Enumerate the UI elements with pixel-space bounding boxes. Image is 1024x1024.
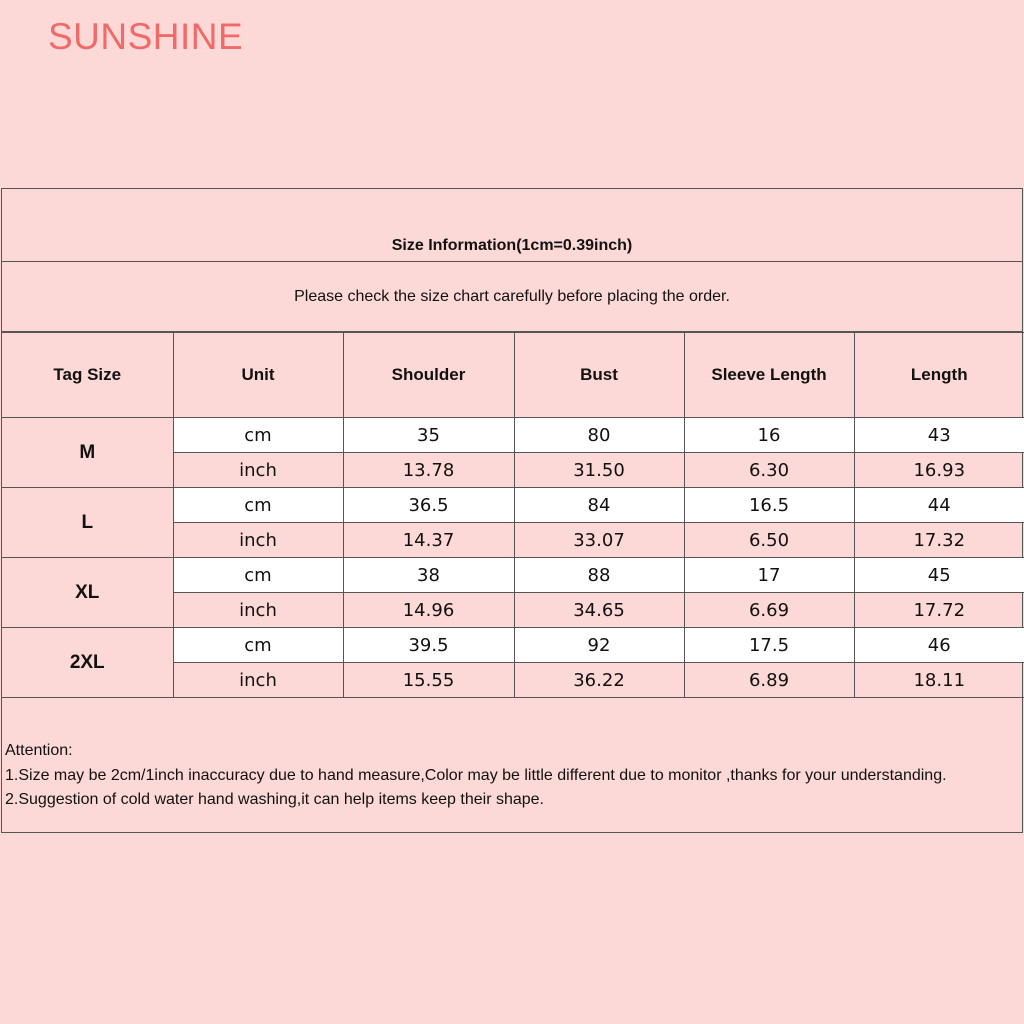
bust-cell: 88 (514, 558, 684, 593)
attention-note-1: 1.Size may be 2cm/1inch inaccuracy due to hand measure,Color may be little different due to monitor ,thanks for your understanding. (5, 766, 947, 784)
unit-cell: cm (173, 488, 343, 523)
shoulder-cell: 14.37 (343, 523, 514, 558)
size-table (2, 332, 1024, 698)
unit-cell: inch (173, 663, 343, 698)
length-cell: 43 (854, 418, 1024, 453)
shoulder-cell: 13.78 (343, 453, 514, 488)
attention-notes (5, 739, 1015, 813)
tag-size-cell: L (2, 488, 173, 558)
length-cell: 17.72 (854, 593, 1024, 628)
bust-cell: 34.65 (514, 593, 684, 628)
brand-logo: SUNSHINE (48, 16, 244, 57)
sleeve-length-cell: 6.50 (684, 523, 854, 558)
table-row (2, 488, 1024, 523)
column-header-shoulder: Shoulder (343, 333, 514, 418)
column-header-unit: Unit (173, 333, 343, 418)
shoulder-cell: 36.5 (343, 488, 514, 523)
tag-size-cell: 2XL (2, 628, 173, 698)
table-row (2, 418, 1024, 453)
bust-cell: 31.50 (514, 453, 684, 488)
size-chart (1, 188, 1023, 833)
shoulder-cell: 14.96 (343, 593, 514, 628)
order-notice: Please check the size chart carefully before placing the order. (294, 287, 730, 305)
attention-heading: Attention: (5, 742, 73, 759)
sleeve-length-cell: 6.89 (684, 663, 854, 698)
sleeve-length-cell: 17 (684, 558, 854, 593)
unit-cell: inch (173, 453, 343, 488)
bust-cell: 84 (514, 488, 684, 523)
length-cell: 44 (854, 488, 1024, 523)
bust-cell: 80 (514, 418, 684, 453)
shoulder-cell: 35 (343, 418, 514, 453)
bust-cell: 92 (514, 628, 684, 663)
shoulder-cell: 39.5 (343, 628, 514, 663)
bust-cell: 36.22 (514, 663, 684, 698)
length-cell: 45 (854, 558, 1024, 593)
size-chart-title: Size Information(1cm=0.39inch) (391, 237, 633, 254)
sleeve-length-cell: 6.30 (684, 453, 854, 488)
sleeve-length-cell: 16 (684, 418, 854, 453)
size-chart-title-row (2, 189, 1022, 262)
length-cell: 18.11 (854, 663, 1024, 698)
column-header-length: Length (854, 333, 1024, 418)
table-row (2, 558, 1024, 593)
unit-cell: inch (173, 593, 343, 628)
table-header-row (2, 333, 1024, 418)
tag-size-cell: XL (2, 558, 173, 628)
shoulder-cell: 15.55 (343, 663, 514, 698)
bust-cell: 33.07 (514, 523, 684, 558)
attention-note-2: 2.Suggestion of cold water hand washing,it can help items keep their shape. (5, 791, 544, 808)
shoulder-cell: 38 (343, 558, 514, 593)
column-header-bust: Bust (514, 333, 684, 418)
column-header-sleeve-length: Sleeve Length (684, 333, 854, 418)
unit-cell: inch (173, 523, 343, 558)
unit-cell: cm (173, 628, 343, 663)
column-header-tag-size: Tag Size (2, 333, 173, 418)
length-cell: 16.93 (854, 453, 1024, 488)
unit-cell: cm (173, 418, 343, 453)
sleeve-length-cell: 16.5 (684, 488, 854, 523)
length-cell: 46 (854, 628, 1024, 663)
table-row (2, 628, 1024, 663)
order-notice-row (2, 262, 1022, 332)
sleeve-length-cell: 17.5 (684, 628, 854, 663)
unit-cell: cm (173, 558, 343, 593)
sleeve-length-cell: 6.69 (684, 593, 854, 628)
length-cell: 17.32 (854, 523, 1024, 558)
tag-size-cell: M (2, 418, 173, 488)
